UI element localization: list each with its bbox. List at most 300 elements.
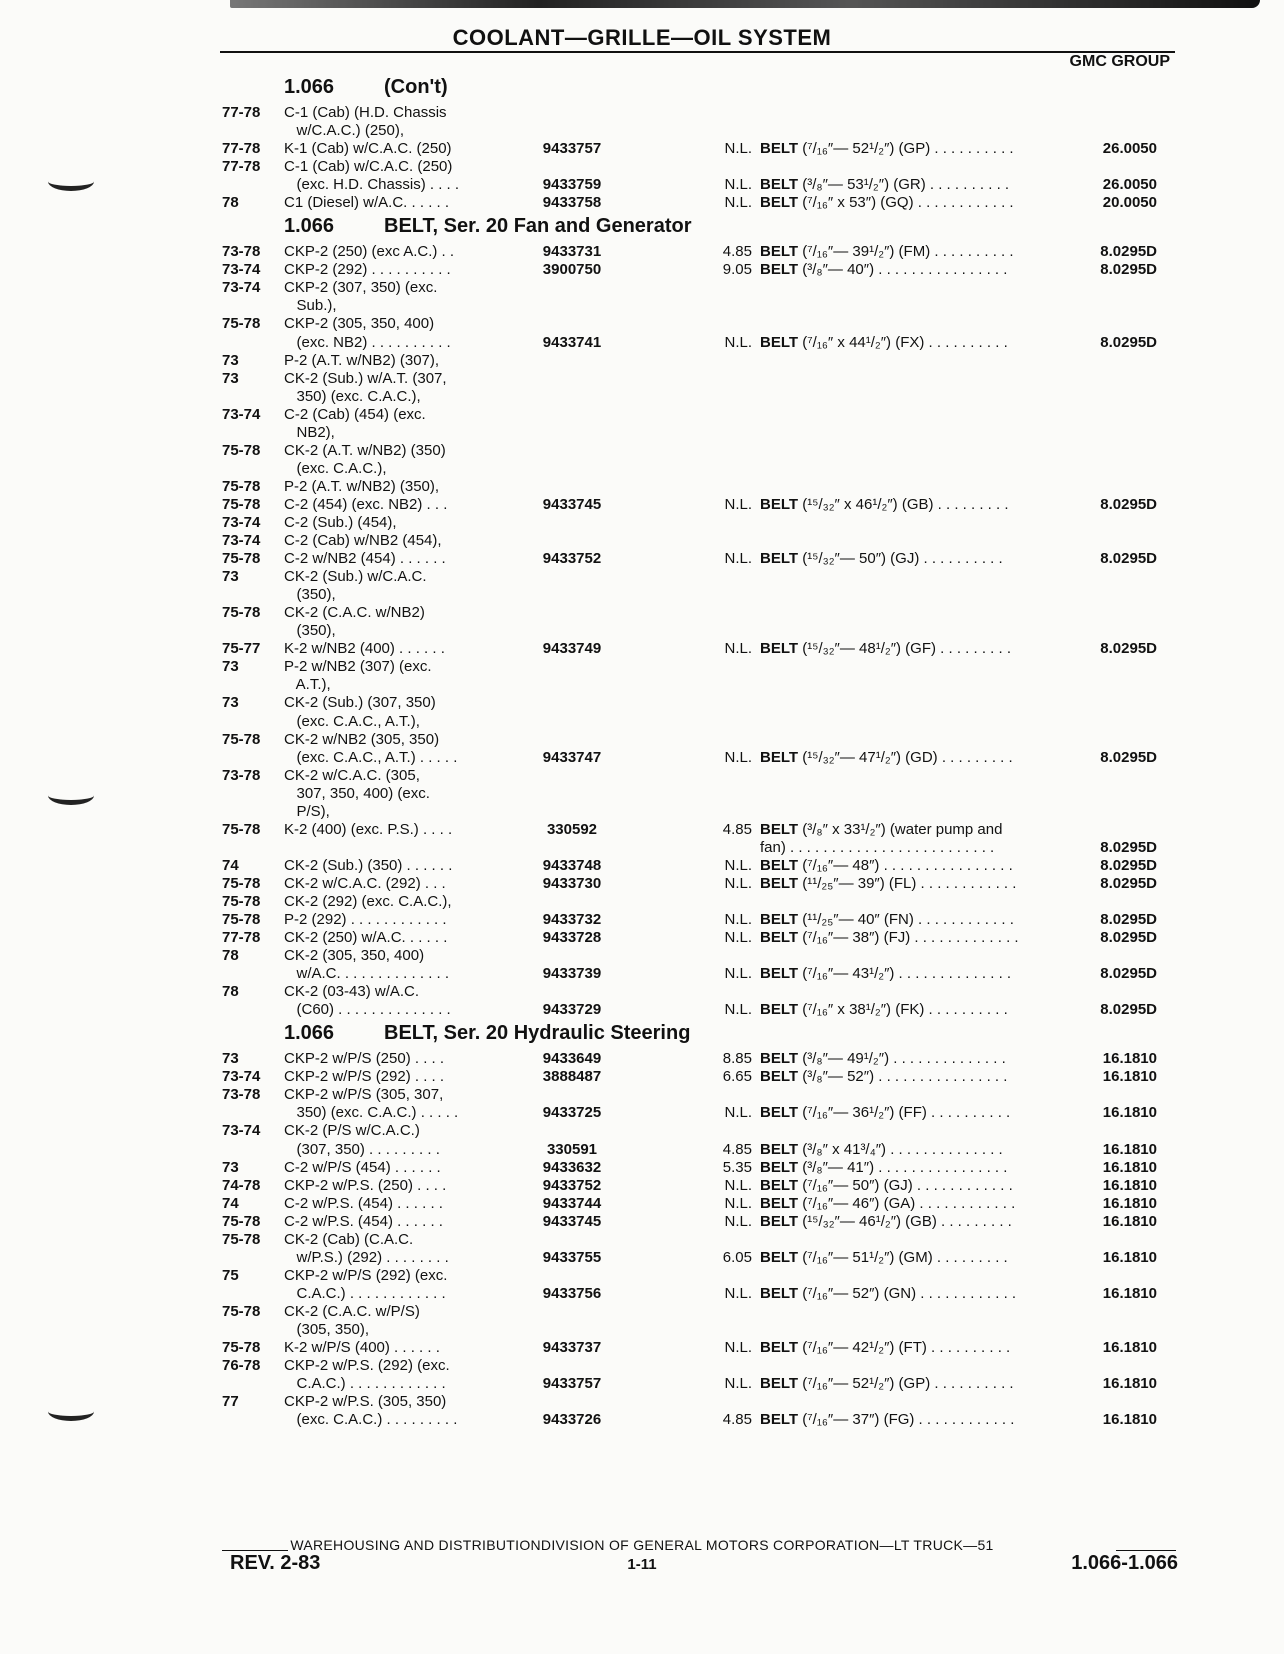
description-detail: (³/₈″— 40″) . . . . . . . . . . . . . . . .: [802, 261, 1008, 279]
model-year: 73-74: [222, 1068, 261, 1086]
group-number: 26.0050: [1102, 140, 1157, 158]
description-keyword: BELT: [760, 640, 799, 658]
description-detail: (¹⁵/₃₂″— 47¹/₂″) (GD) . . . . . . . . .: [802, 748, 1013, 766]
model-year: 75-78: [222, 477, 261, 495]
table-row: [222, 603, 1182, 621]
description-detail: (⁷/₁₆″— 52¹/₂″) (GP) . . . . . . . . . .: [802, 1375, 1014, 1393]
description: [760, 1338, 1010, 1357]
application: CK-2 (250) w/A.C. . . . . .: [284, 929, 448, 947]
table-row: [222, 1085, 1182, 1103]
application: CK-2 (Sub.) w/C.A.C.: [284, 568, 427, 586]
application: NB2),: [284, 423, 335, 441]
description-keyword: BELT: [760, 1001, 799, 1019]
application: (exc. H.D. Chassis) . . . .: [284, 176, 460, 194]
price: 9.05: [722, 261, 752, 279]
model-year: 77-78: [222, 104, 261, 121]
binder-hole-mark: [48, 786, 94, 805]
model-year: 75-78: [222, 441, 261, 459]
group-number: 16.1810: [1102, 1248, 1157, 1266]
model-year: 75: [222, 1266, 239, 1284]
description: [760, 242, 1014, 261]
description-keyword: BELT: [760, 1284, 799, 1302]
application: 350) (exc. C.A.C.),: [284, 387, 421, 405]
description-detail: (⁷/₁₆″— 48″) . . . . . . . . . . . . . . . .: [802, 856, 1013, 874]
application: CKP-2 w/P/S (292) (exc.: [284, 1266, 448, 1284]
price: N.L.: [724, 1339, 752, 1357]
application: C-2 w/P/S (454) . . . . . .: [284, 1158, 441, 1176]
part-number: 9433741: [542, 333, 602, 351]
description: [760, 820, 1002, 839]
application: CKP-2 (292) . . . . . . . . . .: [284, 261, 451, 279]
group-number: 16.1810: [1102, 1375, 1157, 1393]
description: [760, 1176, 1013, 1195]
part-number: 9433730: [542, 874, 602, 892]
application: K-2 w/P/S (400) . . . . . .: [284, 1339, 440, 1357]
description-detail: (¹¹/₂₅″— 40″ (FN) . . . . . . . . . . . .: [802, 911, 1014, 929]
model-year: 75-78: [222, 874, 261, 892]
part-number: 9433752: [542, 550, 602, 568]
part-number: 330591: [546, 1140, 598, 1158]
model-year: 78: [222, 983, 239, 1001]
group-number: 8.0295D: [1100, 261, 1157, 279]
application: K-1 (Cab) w/C.A.C. (250): [284, 140, 452, 158]
application: CKP-2 (307, 350) (exc.: [284, 279, 438, 297]
description-detail: fan) . . . . . . . . . . . . . . . . . . . . . . . . .: [760, 838, 995, 856]
table-row: [222, 748, 1182, 766]
page-number: 1-11: [627, 1556, 657, 1573]
group-number: 16.1810: [1102, 1068, 1157, 1086]
group-number: 8.0295D: [1100, 243, 1157, 261]
price: N.L.: [724, 176, 752, 194]
description-detail: (³/₈″— 41″) . . . . . . . . . . . . . . . .: [802, 1158, 1008, 1176]
description: [760, 1158, 1007, 1177]
model-year: 73: [222, 351, 239, 369]
part-number: 9433749: [542, 640, 602, 658]
table-row: [222, 139, 1182, 157]
table-row: [222, 712, 1182, 730]
application: CKP-2 w/P/S (292) . . . .: [284, 1068, 445, 1086]
group-number: 26.0050: [1102, 176, 1157, 194]
description-keyword: BELT: [760, 1212, 799, 1230]
description-detail: (⁷/₁₆″— 43¹/₂″) . . . . . . . . . . . . . .: [802, 965, 1012, 983]
price: N.L.: [724, 748, 752, 766]
description-keyword: BELT: [760, 140, 799, 158]
price: N.L.: [724, 1375, 752, 1393]
price: 4.85: [722, 243, 752, 261]
section-range: 1.066-1.066: [1071, 1552, 1178, 1574]
description-keyword: BELT: [760, 1176, 799, 1194]
part-number: 9433737: [542, 1339, 602, 1357]
table-row: [222, 693, 1182, 711]
description: [760, 193, 1014, 212]
description-detail: (⁷/₁₆″— 38″) (FJ) . . . . . . . . . . . . .: [802, 929, 1019, 947]
description: [760, 1410, 1014, 1429]
description: [760, 1140, 1003, 1159]
description: [760, 1103, 1010, 1122]
model-year: 77-78: [222, 158, 261, 176]
table-row: [222, 1049, 1182, 1067]
model-year: 73: [222, 568, 239, 586]
model-year: 75-78: [222, 1230, 261, 1248]
description: [760, 1374, 1014, 1393]
price: 6.05: [722, 1248, 752, 1266]
model-year: 73-78: [222, 766, 261, 784]
application: P-2 (292) . . . . . . . . . . . .: [284, 911, 447, 929]
application: C-1 (Cab) w/C.A.C. (250): [284, 158, 453, 176]
table-row: [222, 1067, 1182, 1085]
model-year: 75-78: [222, 315, 261, 333]
group-number: 16.1810: [1102, 1176, 1157, 1194]
price: N.L.: [724, 1104, 752, 1122]
price: N.L.: [724, 874, 752, 892]
section-code: 1.066: [284, 1022, 335, 1045]
application: C-1 (Cab) (H.D. Chassis: [284, 104, 447, 121]
description: [760, 748, 1013, 767]
table-row: [222, 369, 1182, 387]
application: CKP-2 w/P.S. (305, 350): [284, 1393, 447, 1411]
table-row: [222, 242, 1182, 260]
table-row: [222, 477, 1182, 495]
application: C-2 w/NB2 (454) . . . . . .: [284, 550, 446, 568]
group-number: 8.0295D: [1100, 333, 1157, 351]
group-number: 16.1810: [1102, 1140, 1157, 1158]
table-row: [222, 175, 1182, 193]
application: CK-2 w/C.A.C. (292) . . .: [284, 874, 446, 892]
part-number: 330592: [546, 820, 598, 838]
application: C-2 (454) (exc. NB2) . . .: [284, 495, 448, 513]
table-row: [222, 423, 1182, 441]
table-row: [222, 675, 1182, 693]
description-detail: (⁷/₁₆″— 42¹/₂″) (FT) . . . . . . . . . .: [802, 1339, 1011, 1357]
price: N.L.: [724, 929, 752, 947]
model-year: 75-78: [222, 550, 261, 568]
description-keyword: BELT: [760, 1158, 799, 1176]
application: P-2 (A.T. w/NB2) (307),: [284, 351, 440, 369]
description-detail: (⁷/₁₆″— 46″) (GA) . . . . . . . . . . . .: [802, 1194, 1016, 1212]
section-heading: [222, 74, 1182, 103]
model-year: 75-78: [222, 1302, 261, 1320]
description-keyword: BELT: [760, 1411, 799, 1429]
description-detail: (⁷/₁₆″— 50″) (GJ) . . . . . . . . . . . .: [802, 1176, 1013, 1194]
application: (exc. C.A.C.),: [284, 459, 387, 477]
table-row: [222, 103, 1182, 121]
application: C1 (Diesel) w/A.C. . . . . .: [284, 194, 450, 212]
binder-hole-mark: [48, 1402, 94, 1421]
description-keyword: BELT: [760, 820, 799, 838]
description: [760, 1212, 1012, 1231]
group-number: 8.0295D: [1100, 1001, 1157, 1019]
price: 8.85: [722, 1050, 752, 1068]
application: (350),: [284, 586, 336, 604]
part-number: 9433759: [542, 176, 602, 194]
table-row: [222, 657, 1182, 675]
description: [760, 639, 1011, 658]
table-row: [222, 1212, 1182, 1230]
table-row: [222, 513, 1182, 531]
description: [760, 1248, 1008, 1267]
table-row: [222, 260, 1182, 278]
description-keyword: BELT: [760, 965, 799, 983]
price: N.L.: [724, 194, 752, 212]
table-row: [222, 296, 1182, 314]
section-title: (Con't): [384, 76, 448, 98]
header-rule: [220, 51, 1175, 53]
section-code: 1.066: [284, 76, 335, 98]
table-row: [222, 495, 1182, 513]
price: N.L.: [724, 911, 752, 929]
description-detail: (⁷/₁₆″— 36¹/₂″) (FF) . . . . . . . . . .: [802, 1104, 1011, 1122]
description: [760, 928, 1019, 947]
description-detail: (⁷/₁₆″— 51¹/₂″) (GM) . . . . . . . . .: [802, 1248, 1008, 1266]
application: (350),: [284, 622, 336, 640]
description-detail: (³/₈″— 49¹/₂″) . . . . . . . . . . . . . .: [802, 1050, 1006, 1068]
application: w/P.S.) (292) . . . . . . . .: [284, 1248, 449, 1266]
application: CK-2 (Sub.) (350) . . . . . .: [284, 856, 453, 874]
group-number: 8.0295D: [1100, 495, 1157, 513]
description-detail: (⁷/₁₆″— 37″) (FG) . . . . . . . . . . . .: [802, 1411, 1015, 1429]
application: (exc. C.A.C., A.T.),: [284, 712, 420, 730]
description-keyword: BELT: [760, 748, 799, 766]
model-year: 73-78: [222, 243, 261, 261]
application: CK-2 w/NB2 (305, 350): [284, 730, 440, 748]
application: P/S),: [284, 802, 330, 820]
description: [760, 964, 1011, 983]
price: N.L.: [724, 1194, 752, 1212]
application: CKP-2 w/P.S. (250) . . . .: [284, 1176, 447, 1194]
application: CK-2 (305, 350, 400): [284, 947, 425, 965]
table-row: [222, 639, 1182, 657]
table-row: [222, 1410, 1182, 1428]
description-detail: (¹¹/₂₅″— 39″) (FL) . . . . . . . . . . . .: [802, 874, 1017, 892]
price: N.L.: [724, 333, 752, 351]
model-year: 73: [222, 369, 239, 387]
description-keyword: BELT: [760, 243, 799, 261]
application: CKP-2 w/P.S. (292) (exc.: [284, 1357, 450, 1375]
part-number: 9433747: [542, 748, 602, 766]
application: w/C.A.C.) (250),: [284, 122, 405, 140]
group-number: 8.0295D: [1100, 965, 1157, 983]
group-number: 8.0295D: [1100, 856, 1157, 874]
table-row: [222, 351, 1182, 369]
description-keyword: BELT: [760, 1068, 799, 1086]
description-detail: (⁷/₁₆″ x 53″) (GQ) . . . . . . . . . . . .: [802, 194, 1014, 212]
description: [760, 1067, 1007, 1086]
table-row: [222, 193, 1182, 211]
table-row: [222, 820, 1182, 838]
group-number: 16.1810: [1102, 1284, 1157, 1302]
group-number: 8.0295D: [1100, 929, 1157, 947]
application: CKP-2 w/P/S (250) . . . .: [284, 1050, 445, 1068]
description: [760, 1284, 1016, 1303]
model-year: 75-78: [222, 1212, 261, 1230]
group-number: 20.0050: [1102, 194, 1157, 212]
table-row: [222, 1121, 1182, 1139]
section-heading: [222, 1020, 1182, 1049]
model-year: 75-78: [222, 1339, 261, 1357]
description: [760, 1049, 1006, 1068]
application: CK-2 (P/S w/C.A.C.): [284, 1122, 420, 1140]
description-keyword: BELT: [760, 495, 799, 513]
table-row: [222, 1356, 1182, 1374]
description-keyword: BELT: [760, 929, 799, 947]
description-detail: (¹⁵/₃₂″— 50″) (GJ) . . . . . . . . . .: [802, 550, 1003, 568]
part-number: 9433649: [542, 1050, 602, 1068]
part-number: 9433748: [542, 856, 602, 874]
description: [760, 856, 1013, 875]
table-row: [222, 121, 1182, 139]
model-year: 73-74: [222, 279, 261, 297]
model-year: 73-78: [222, 1086, 261, 1104]
description-detail: (¹⁵/₃₂″ x 46¹/₂″) (GB) . . . . . . . . .: [802, 495, 1009, 513]
description-keyword: BELT: [760, 550, 799, 568]
group-number: 16.1810: [1102, 1411, 1157, 1429]
model-year: 73: [222, 658, 239, 676]
application: P-2 (A.T. w/NB2) (350),: [284, 477, 440, 495]
table-row: [222, 1338, 1182, 1356]
application: C.A.C.) . . . . . . . . . . . .: [284, 1375, 446, 1393]
application: K-2 w/NB2 (400) . . . . . .: [284, 640, 445, 658]
part-number: 9433725: [542, 1104, 602, 1122]
table-row: [222, 1284, 1182, 1302]
part-number: 9433757: [542, 140, 602, 158]
model-year: 73-74: [222, 532, 261, 550]
table-row: [222, 874, 1182, 892]
model-year: 74: [222, 1194, 239, 1212]
description-detail: (⁷/₁₆″ x 44¹/₂″) (FX) . . . . . . . . . .: [802, 333, 1008, 351]
description-detail: (⁷/₁₆″— 39¹/₂″) (FM) . . . . . . . . . .: [802, 243, 1014, 261]
table-row: [222, 1230, 1182, 1248]
table-row: [222, 441, 1182, 459]
revision-label: REV. 2-83: [230, 1552, 321, 1574]
application: C-2 (Cab) (454) (exc.: [284, 405, 426, 423]
application: CK-2 w/C.A.C. (305,: [284, 766, 420, 784]
table-row: [222, 459, 1182, 477]
group-number: 16.1810: [1102, 1212, 1157, 1230]
part-number: 9433732: [542, 911, 602, 929]
table-row: [222, 621, 1182, 639]
application: CKP-2 w/P/S (305, 307,: [284, 1086, 444, 1104]
description: [760, 838, 994, 857]
description: [760, 1194, 1015, 1213]
group-number: 8.0295D: [1100, 911, 1157, 929]
table-row: [222, 1248, 1182, 1266]
application: A.T.),: [284, 676, 331, 694]
description: [760, 1000, 1008, 1019]
description-keyword: BELT: [760, 1375, 799, 1393]
group-number: 16.1810: [1102, 1158, 1157, 1176]
table-row: [222, 730, 1182, 748]
model-year: 76-78: [222, 1357, 261, 1375]
table-row: [222, 892, 1182, 910]
model-year: 78: [222, 947, 239, 965]
application: CK-2 (C.A.C. w/NB2): [284, 604, 425, 622]
page-title: COOLANT—GRILLE—OIL SYSTEM: [452, 25, 832, 50]
model-year: 75-78: [222, 730, 261, 748]
application: 350) (exc. C.A.C.) . . . . .: [284, 1104, 459, 1122]
application: K-2 (400) (exc. P.S.) . . . .: [284, 820, 453, 838]
part-number: 9433744: [542, 1194, 602, 1212]
price: N.L.: [724, 1001, 752, 1019]
part-number: 9433756: [542, 1284, 602, 1302]
table-row: [222, 333, 1182, 351]
description-keyword: BELT: [760, 856, 799, 874]
application: CK-2 (C.A.C. w/P/S): [284, 1302, 420, 1320]
model-year: 78: [222, 194, 239, 212]
description-detail: (¹⁵/₃₂″— 46¹/₂″) (GB) . . . . . . . . .: [802, 1212, 1012, 1230]
application: (exc. C.A.C.) . . . . . . . . .: [284, 1411, 458, 1429]
model-year: 73-74: [222, 261, 261, 279]
part-number: 9433739: [542, 965, 602, 983]
description-keyword: BELT: [760, 1140, 799, 1158]
application: CK-2 (03-43) w/A.C.: [284, 983, 420, 1001]
model-year: 74: [222, 856, 239, 874]
table-row: [222, 766, 1182, 784]
description: [760, 333, 1008, 352]
table-row: [222, 1000, 1182, 1018]
application: CK-2 (Sub.) w/A.T. (307,: [284, 369, 447, 387]
table-row: [222, 1374, 1182, 1392]
description-keyword: BELT: [760, 1050, 799, 1068]
model-year: 75-78: [222, 892, 261, 910]
model-year: 73: [222, 694, 239, 712]
table-row: [222, 1158, 1182, 1176]
table-row: [222, 1302, 1182, 1320]
table-row: [222, 549, 1182, 567]
price: N.L.: [724, 640, 752, 658]
table-row: [222, 802, 1182, 820]
model-year: 74-78: [222, 1176, 261, 1194]
part-number: 9433726: [542, 1411, 602, 1429]
page-top-edge: [230, 0, 1260, 8]
description: [760, 495, 1009, 514]
description-detail: (³/₈″— 53¹/₂″) (GR) . . . . . . . . . .: [802, 176, 1010, 194]
price: N.L.: [724, 140, 752, 158]
application: C-2 w/P.S. (454) . . . . . .: [284, 1194, 443, 1212]
application: P-2 w/NB2 (307) (exc.: [284, 658, 432, 676]
application: C-2 (Cab) w/NB2 (454),: [284, 532, 442, 550]
model-year: 73: [222, 1158, 239, 1176]
application: (C60) . . . . . . . . . . . . . .: [284, 1001, 451, 1019]
part-number: 9433745: [542, 495, 602, 513]
part-number: 9433728: [542, 929, 602, 947]
model-year: 75-78: [222, 495, 261, 513]
model-year: 73: [222, 1050, 239, 1068]
price: N.L.: [724, 550, 752, 568]
model-year: 75-78: [222, 911, 261, 929]
section-title: BELT, Ser. 20 Fan and Generator: [384, 215, 692, 238]
table-row: [222, 1320, 1182, 1338]
application: Sub.),: [284, 297, 337, 315]
price: 6.65: [722, 1068, 752, 1086]
table-row: [222, 1392, 1182, 1410]
description-keyword: BELT: [760, 333, 799, 351]
table-row: [222, 531, 1182, 549]
description: [760, 874, 1016, 893]
table-row: [222, 964, 1182, 982]
price: 4.85: [722, 1411, 752, 1429]
application: CKP-2 (305, 350, 400): [284, 315, 435, 333]
table-row: [222, 946, 1182, 964]
description-keyword: BELT: [760, 1248, 799, 1266]
application: CK-2 (292) (exc. C.A.C.),: [284, 892, 452, 910]
table-row: [222, 1176, 1182, 1194]
model-year: 77-78: [222, 140, 261, 158]
description-keyword: BELT: [760, 1339, 799, 1357]
table-row: [222, 387, 1182, 405]
table-row: [222, 1266, 1182, 1284]
group-number: 8.0295D: [1100, 748, 1157, 766]
application: CK-2 (Sub.) (307, 350): [284, 694, 436, 712]
